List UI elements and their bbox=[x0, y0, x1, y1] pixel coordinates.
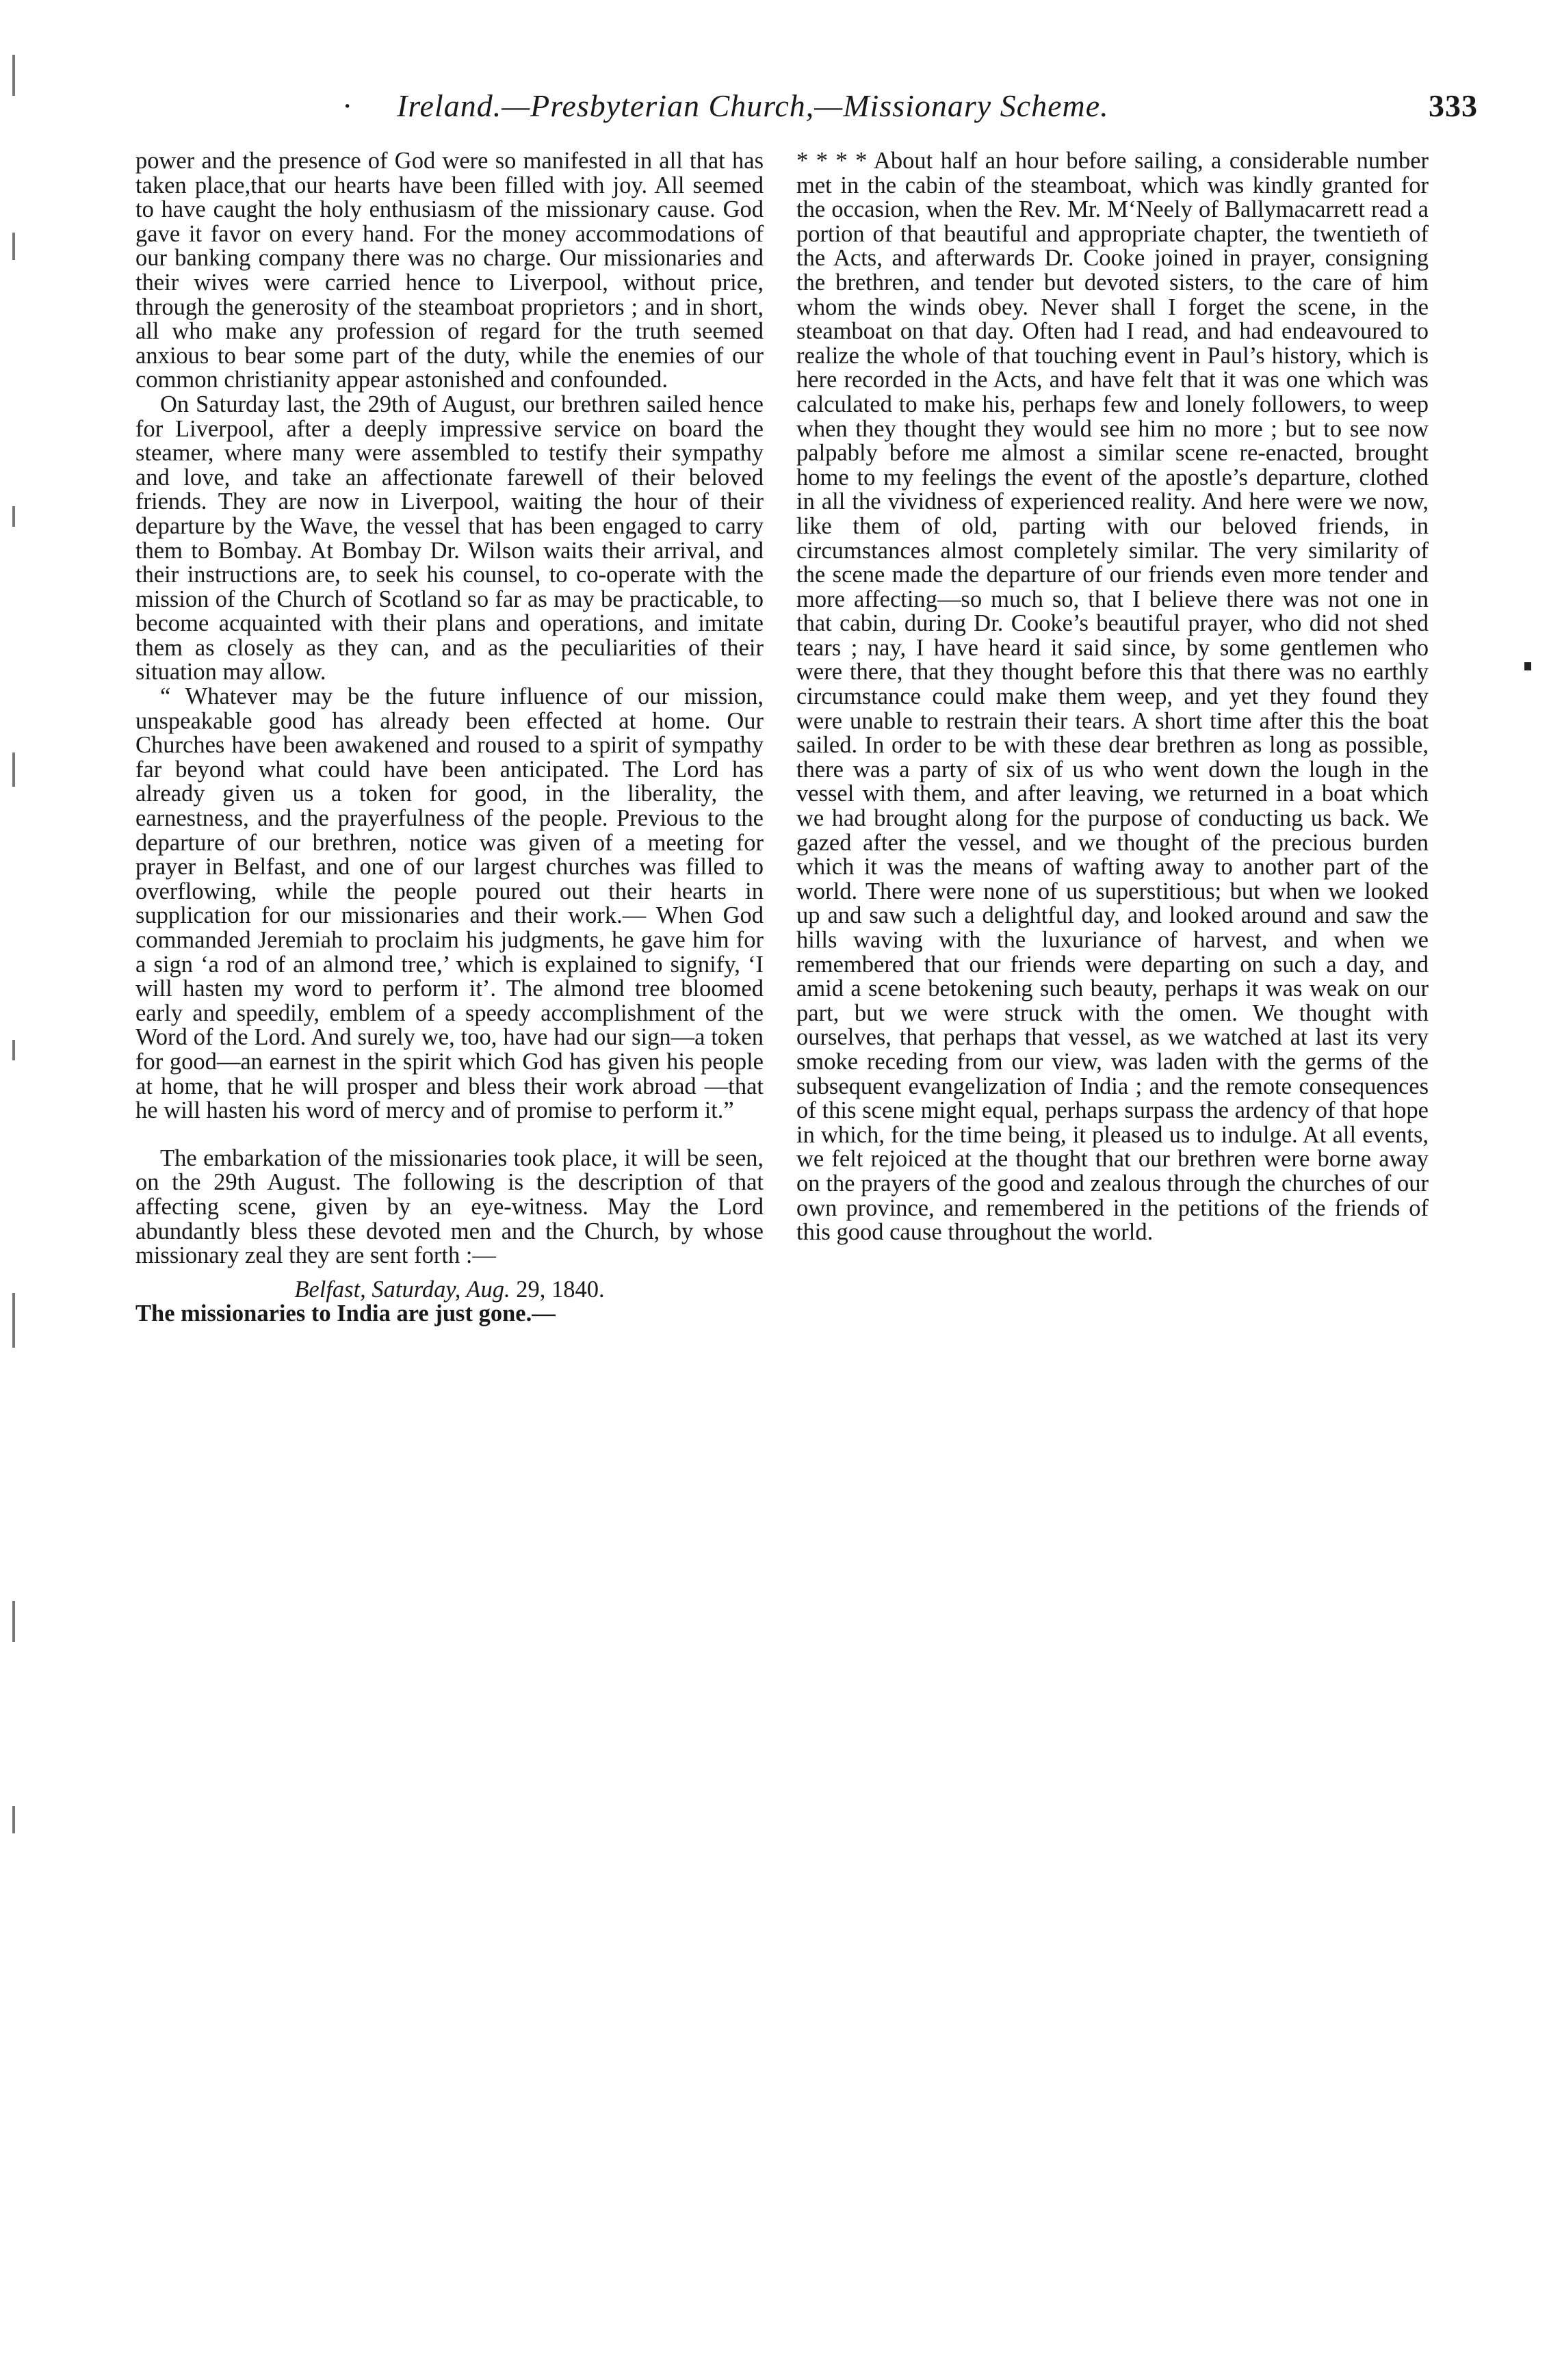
running-title: Ireland.—Presbyterian Church,—Missionary Scheme. bbox=[397, 88, 1109, 123]
dateline-year: 29, 1840. bbox=[516, 1276, 605, 1303]
left-paragraph-3: “ Whatever may be the future influence of our mission, unspeakable good has already been effected at home. Our Churches have been awakened and roused to a spirit of sympathy far beyond what could have been anticipated. The Lord has already given us a token for good, in the liberality, the earnestness, and the prayerfulness of the people. Previous to the departure of our brethren, notice was given of a meeting for prayer in Belfast, and one of our largest churches was filled to overflowing, while the people poured out their hearts in supplication for our missionaries and their work.— When God commanded Jeremiah to proclaim his judgments, he gave him for a sign ‘a rod of an almond tree,’ which is explained to signify, ‘I will hasten my word to perform it’. The almond tree bloomed early and speedily, emblem of a speedy accomplishment of the Word of the Lord. And surely we, too, have had our sign—a token for good—an earnest in the spirit which God has given his people at home, that he will prosper and bless their work abroad —that he will hasten his word of mercy and of promise to perform it.” bbox=[135, 683, 764, 1124]
left-closing-line: The missionaries to India are just gone.— bbox=[135, 1300, 556, 1327]
left-margin-artifacts bbox=[5, 27, 26, 1874]
right-column bbox=[796, 149, 1429, 1245]
left-paragraph-2: On Saturday last, the 29th of August, our brethren sailed hence for Liverpool, after a deeply impressive service on board the steamer, where many were assembled to testify their sympathy and love, and take an affectionate farewell of their beloved friends. They are now in Liverpool, waiting the hour of their departure by the Wave, the vessel that has been engaged to carry them to Bombay. At Bombay Dr. Wilson waits their arrival, and their instructions are, to seek his counsel, to co-operate with the mission of the Church of Scotland so far as may be practicable, to become acquainted with their plans and operations, and imitate them as closely as they can, and as the peculiarities of their situation may allow. bbox=[135, 391, 764, 685]
left-paragraph-4: The embarkation of the missionaries took place, it will be seen, on the 29th August. The following is the description of that affecting scene, given by an eye-witness. May the Lord abundantly bless these devoted men and the Church, by whose missionary zeal they are sent forth :— bbox=[135, 1145, 764, 1269]
dateline-place: Belfast, Saturday, Aug. bbox=[294, 1276, 510, 1303]
header-lead-mark: · bbox=[342, 88, 354, 123]
left-paragraph-1: power and the presence of God were so manifested in all that has taken place,that our hearts have been filled with joy. All seemed to have caught the holy enthusiasm of the missionary cause. God gave it favor on every hand. For the money accommodations of our banking company there was no charge. Our missionaries and their wives were carried hence to Liverpool, without price, through the generosity of the steamboat proprietors ; and in short, all who make any profession of regard for the truth seemed anxious to bear some part of the duty, while the enemies of our common christianity appear astonished and confounded. bbox=[135, 148, 764, 393]
margin-dot bbox=[1524, 662, 1531, 670]
dateline bbox=[135, 1278, 764, 1303]
page-number: 333 bbox=[1429, 88, 1478, 123]
right-paragraph-1: * * * * About half an hour before sailing, a considerable number met in the cabin of the steamboat, which was kindly granted for the occasion, when the Rev. Mr. M‘Neely of Ballymacarrett read a portion of that beautiful and appropriate chapter, the twentieth of the Acts, and afterwards Dr. Cooke joined in prayer, consigning the brethren, and tender but devoted sisters, to the care of him whom the winds obey. Never shall I forget the scene, in the steamboat on that day. Often had I read, and had endeavoured to realize the whole of that touching event in Paul’s history, which is here recorded in the Acts, and have felt that it was one which was calculated to make his, perhaps few and lonely followers, to weep when they thought they would see him no more ; but to see now palpably before me almost a similar scene re-enacted, brought home to my feelings the event of the apostle’s departure, clothed in all the vividness of experienced reality. And here were we now, like them of old, parting with our beloved friends, in circumstances almost completely similar. The very similarity of the scene made the departure of our friends even more tender and more affecting—so much so, that I believe there was not one in that cabin, during Dr. Cooke’s beautiful prayer, who did not shed tears ; nay, I have heard it said since, by some gentlemen who were there, that they thought before this that there was no earthly circumstance could make them weep, and yet they found they were unable to restrain their tears. A short time after this the boat sailed. In order to be with these dear brethren as long as possible, there was a party of six of us who went down the lough in the vessel with them, and after leaving, we returned in a boat which we had brought along for the purpose of conducting us back. We gazed after the vessel, and we thought of the precious burden which it was the means of wafting away to another part of the world. There were none of us superstitious; but when we looked up and saw such a delightful day, and looked around and saw the hills waving with the luxuriance of harvest, and when we remembered that our friends were departing on such a day, and amid a scene betokening such beauty, perhaps it was weak on our part, but we were struck with the omen. We thought with ourselves, that perhaps that vessel, as we watched at last its very smoke receding from our view, was laden with the germs of the subsequent evangelization of India ; and the remote consequences of this scene might equal, perhaps surpass the ardency of that hope in which, for the time being, it pleased us to indulge. At all events, we felt rejoiced at the thought that our brethren were borne away on the prayers of the good and zealous through the churches of our own province, and remembered in the petitions of the friends of this good cause throughout the world. bbox=[796, 148, 1429, 1246]
running-header bbox=[342, 88, 1478, 135]
left-column bbox=[135, 149, 764, 1326]
